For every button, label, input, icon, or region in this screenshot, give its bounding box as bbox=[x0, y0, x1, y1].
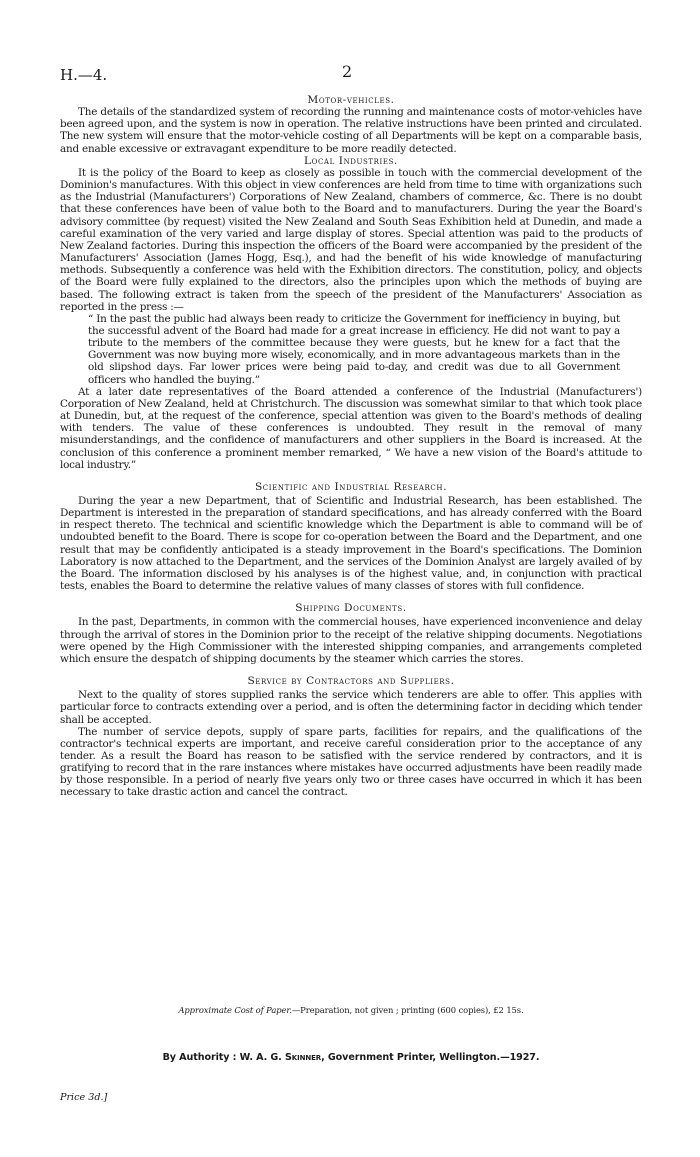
paragraph-scientific-research: During the year a new Department, that of Scientific and Industrial Research, has been established. The Department is interested in the preparation of standard specifications, and has already conferred with the Board in respect thereto. The technical and scientific knowledge which the Department is able to command will be of undoubted benefit to the Board. There is scope for co-operation between the Board and the Department, and one result that may be confidently anticipated is a steady improvement in the Board's specifications. The Dominion Laboratory is now attached to the Department, and the services of the Dominion Analyst are largely availed of by the Board. The information disclosed by his analyses is of the highest value, and, in conjunction with practical tests, enables the Board to determine the relative values of many classes of stores with full confidence. bbox=[60, 495, 642, 593]
cost-label: Approximate Cost of Paper. bbox=[178, 1005, 292, 1015]
paragraph-service-1: Next to the quality of stores supplied ranks the service which tenderers are able to offer. This applies with particular force to contracts extending over a period, and is often the determining factor in deciding which tender shall be accepted. bbox=[60, 689, 642, 726]
paragraph-local-industries-1: It is the policy of the Board to keep as closely as possible in touch with the commercial development of the Dominion's manufactures. With this object in view conferences are held from time to time with organizations such as the Industrial (Manufacturers') Corporations of New Zealand, chambers of commerce, &c. There is no doubt that these conferences have been of value both to the Board and to manufacturers. During the year the Board's advisory committee (by request) visited the New Zealand and South Seas Exhibition held at Dunedin, and made a careful examination of the very varied and large display of stores. Special attention was paid to the products of New Zealand factories. During this inspection the officers of the Board were accompanied by the president of the Manufacturers' Association (James Hogg, Esq.), and had the benefit of his wide knowledge of manufacturing methods. Subsequently a conference was held with the Exhibition directors. The constitution, policy, and objects of the Board were fully explained to the directors, also the principles upon which the methods of buying are based. The following extract is taken from the speech of the president of the Manufacturers' Association as reported in the press :— bbox=[60, 166, 642, 313]
section-heading-service-contractors: Service by Contractors and Suppliers. bbox=[247, 675, 455, 688]
cost-text: —Preparation, not given ; printing (600 copies), £2 15s. bbox=[291, 1005, 524, 1015]
printer-location-year: , Government Printer, Wellington.—1927. bbox=[321, 1052, 540, 1063]
price-note bbox=[60, 1092, 107, 1103]
section-heading-shipping-documents: Shipping Documents. bbox=[295, 602, 407, 615]
section-heading-motor-vehicles: Motor-vehicles. bbox=[307, 94, 395, 106]
quote-text: “ In the past the public had always been ready to criticize the Government for inefficiency in buying, but the successful advent of the Board had made for a great increase in efficiency. He did not want to pay a tribute to the members of the committee because they were guests, but he knew for a fact that the Government was now buying more wisely, economically, and in more advantageous markets than in the old slipshod days. Far lower prices were being paid to-day, and credit was due to all Government officers who handled the buying.” bbox=[88, 312, 620, 386]
quoted-speech bbox=[88, 313, 620, 386]
paragraph-local-industries-2: At a later date representatives of the Board attended a conference of the Industrial (Manufacturers') Corporation of New Zealand, held at Christchurch. The discussion was somewhat similar to that which took place at Dunedin, but, at the request of the conference, special attention was given to the Board's methods of dealing with tenders. The value of these conferences is undoubted. They result in the removal of many misunderstandings, and the confidence of manufacturers and other suppliers in the Board is increased. At the conclusion of this conference a prominent member remarked, “ We have a new vision of the Board's attitude to local industry.” bbox=[60, 385, 642, 471]
page-number: 2 bbox=[342, 62, 353, 81]
document-body bbox=[60, 94, 642, 799]
paragraph-service-2: The number of service depots, supply of spare parts, facilities for repairs, and the qualifications of the contractor's technical experts are important, and receive careful consideration prior to the acceptance of any tender. As a result the Board has reason to be satisfied with the service rendered by contractors, and it is gratifying to record that in the rare instances where mistakes have occurred adjustments have been readily made by those responsible. In a period of nearly five years only two or three cases have occurred in which it has been necessary to take drastic action and cancel the contract. bbox=[60, 725, 642, 799]
section-heading-local-industries: Local Industries. bbox=[304, 154, 398, 167]
document-reference: H.—4. bbox=[60, 66, 108, 84]
printer-authority-line bbox=[60, 1052, 642, 1063]
paragraph-shipping-documents: In the past, Departments, in common with the commercial houses, have experienced inconvenience and delay through the arrival of stores in the Dominion prior to the receipt of the relative shipping documents. Negotiations were opened by the High Commissioner with the interested shipping companies, and arrangements completed which ensure the despatch of shipping documents by the steamer which carries the stores. bbox=[60, 616, 642, 665]
section-heading-scientific-research: Scientific and Industrial Research. bbox=[254, 480, 448, 493]
paragraph-motor-vehicles: The details of the standardized system of recording the running and maintenance costs of motor-vehicles have been agreed upon, and the system is now in operation. The relative instructions have been printed and circulated. The new system will ensure that the motor-vehicle costing of all Departments will be kept on a comparable basis, and enable excessive or extravagant expenditure to be more readily detected. bbox=[60, 106, 642, 155]
price-text: Price 3d.] bbox=[60, 1092, 108, 1103]
authority-label: By Authority : bbox=[162, 1052, 237, 1063]
printer-name: W. A. G. Skinner bbox=[239, 1052, 322, 1063]
printing-cost-note bbox=[60, 1005, 642, 1015]
